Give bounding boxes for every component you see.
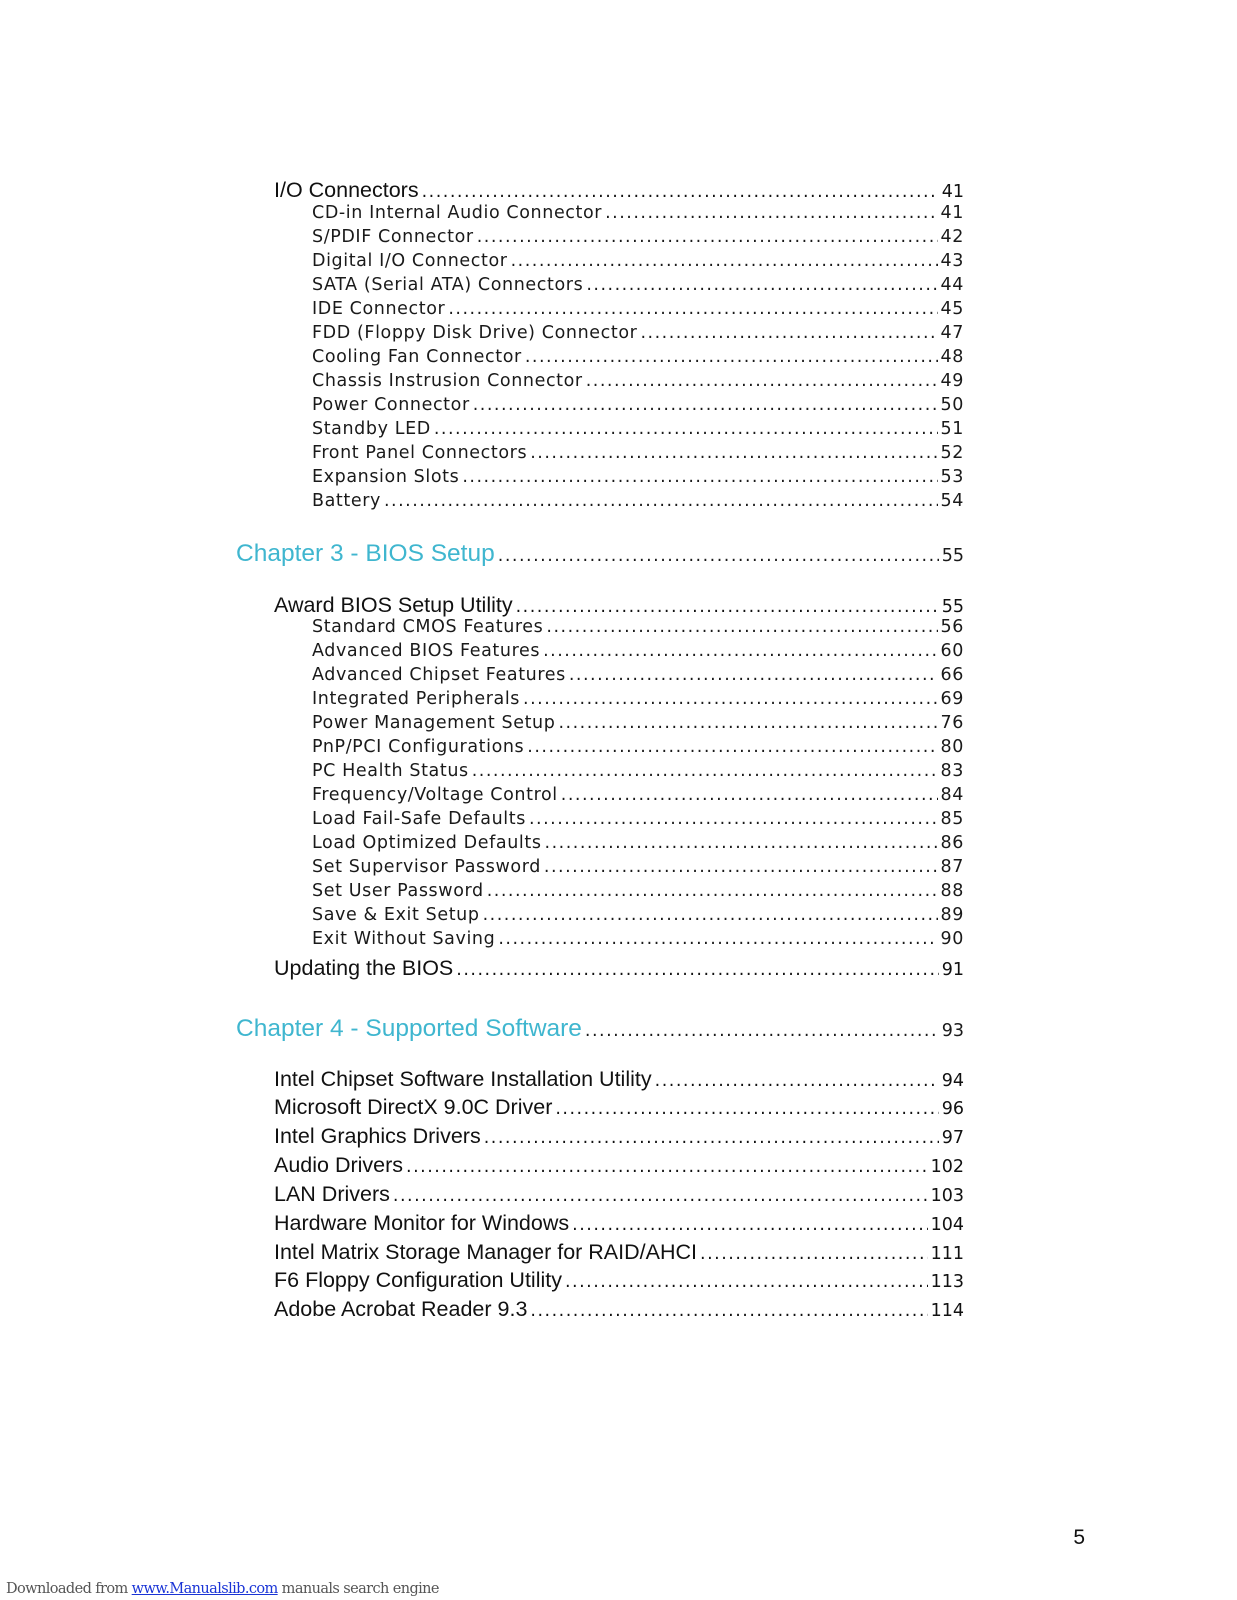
dot-leader: [434, 419, 938, 439]
toc-entry-page: 96: [941, 1099, 964, 1119]
footer-prefix: Downloaded from: [6, 1581, 132, 1597]
dot-leader: [472, 761, 938, 781]
toc-entry-sub[interactable]: [312, 203, 964, 223]
toc-entry-page: 69: [940, 689, 964, 709]
dot-leader: [406, 1157, 928, 1177]
toc-entry-title: LAN Drivers: [274, 1182, 390, 1206]
dot-leader: [561, 785, 938, 805]
toc-entry-title: Intel Matrix Storage Manager for RAID/AHCI: [274, 1240, 697, 1264]
dot-leader: [545, 833, 938, 853]
toc-entry-sub[interactable]: [312, 275, 964, 295]
dot-leader: [544, 857, 938, 877]
toc-entry-sec[interactable]: [274, 1297, 964, 1322]
toc-entry-page: 55: [941, 597, 964, 617]
toc-entry-sub[interactable]: [312, 929, 964, 949]
toc-entry-sub[interactable]: [312, 809, 964, 829]
toc-entry-sec[interactable]: [274, 1182, 964, 1207]
toc-entry-title: Intel Graphics Drivers: [274, 1124, 481, 1148]
toc-entry-title: Advanced Chipset Features: [312, 665, 566, 685]
toc-entry-page: 89: [940, 905, 964, 925]
toc-entry-sub[interactable]: [312, 323, 964, 343]
toc-entry-sub[interactable]: [312, 881, 964, 901]
dot-leader: [484, 1128, 939, 1148]
dot-leader: [655, 1071, 939, 1091]
dot-leader: [586, 275, 937, 295]
toc-entry-page: 114: [930, 1301, 964, 1321]
dot-leader: [569, 665, 938, 685]
toc-entry-title: Chapter 3 - BIOS Setup: [236, 540, 495, 567]
dot-leader: [462, 467, 937, 487]
dot-leader: [530, 1301, 927, 1321]
dot-leader: [530, 443, 937, 463]
toc-entry-title: Standard CMOS Features: [312, 617, 544, 637]
dot-leader: [527, 737, 937, 757]
toc-entry-page: 43: [940, 251, 964, 271]
toc-entry-page: 60: [940, 641, 964, 661]
toc-entry-sub[interactable]: [312, 737, 964, 757]
toc-entry-page: 97: [941, 1128, 964, 1148]
dot-leader: [523, 689, 938, 709]
toc-entry-page: 111: [930, 1244, 964, 1264]
toc-entry-sub[interactable]: [312, 857, 964, 877]
toc-entry-title: IDE Connector: [312, 299, 446, 319]
toc-entry-sub[interactable]: [312, 227, 964, 247]
toc-entry-page: 90: [940, 929, 964, 949]
toc-entry-title: Advanced BIOS Features: [312, 641, 541, 661]
toc-entry-sub[interactable]: [312, 761, 964, 781]
toc-entry-page: 41: [941, 182, 964, 202]
toc-entry-sec[interactable]: [274, 1153, 964, 1178]
toc-entry-page: 51: [940, 419, 964, 439]
toc-entry-title: Power Connector: [312, 395, 470, 415]
toc-entry-title: Microsoft DirectX 9.0C Driver: [274, 1095, 553, 1119]
toc-entry-page: 44: [940, 275, 964, 295]
toc-entry-title: Set User Password: [312, 881, 484, 901]
dot-leader: [498, 546, 939, 566]
toc-entry-title: PnP/PCI Configurations: [312, 737, 525, 757]
toc-entry-page: 76: [940, 713, 964, 733]
toc-entry-title: Hardware Monitor for Windows: [274, 1211, 570, 1235]
toc-entry-sec[interactable]: [274, 1240, 964, 1265]
toc-entry-title: Exit Without Saving: [312, 929, 496, 949]
toc-entry-title: Load Optimized Defaults: [312, 833, 542, 853]
toc-entry-title: Digital I/O Connector: [312, 251, 508, 271]
toc-entry-page: 80: [940, 737, 964, 757]
toc-entry-page: 91: [941, 960, 964, 980]
dot-leader: [498, 929, 937, 949]
toc-entry-page: 104: [930, 1215, 964, 1235]
dot-leader: [384, 491, 938, 511]
toc-entry-sub[interactable]: [312, 347, 964, 367]
toc-entry-title: Frequency/Voltage Control: [312, 785, 558, 805]
toc-entry-page: 103: [930, 1186, 964, 1206]
toc-entry-sec[interactable]: [274, 1095, 964, 1120]
toc-entry-sec[interactable]: [274, 1211, 964, 1236]
toc-entry-sub[interactable]: [312, 371, 964, 391]
toc-entry-page: 87: [940, 857, 964, 877]
dot-leader: [586, 371, 938, 391]
toc-entry-page: 102: [930, 1157, 964, 1177]
toc-entry-title: Chassis Instrusion Connector: [312, 371, 583, 391]
page-number: 5: [1073, 1526, 1085, 1549]
toc-entry-sub[interactable]: [312, 833, 964, 853]
toc-entry-title: Intel Chipset Software Installation Utility: [274, 1067, 652, 1091]
toc-entry-page: 41: [940, 203, 964, 223]
toc-entry-sub[interactable]: [312, 299, 964, 319]
toc-entry-sub[interactable]: [312, 491, 964, 511]
dot-leader: [483, 905, 938, 925]
toc-entry-sub[interactable]: [312, 467, 964, 487]
toc-entry-page: 42: [940, 227, 964, 247]
toc-entry-title: Audio Drivers: [274, 1153, 404, 1177]
toc-entry-chap[interactable]: [236, 1015, 964, 1043]
toc-entry-title: Award BIOS Setup Utility: [274, 593, 513, 617]
dot-leader: [393, 1186, 928, 1206]
dot-leader: [473, 395, 938, 415]
toc-entry-title: I/O Connectors: [274, 178, 419, 202]
toc-entry-sec[interactable]: [274, 1124, 964, 1149]
dot-leader: [448, 299, 937, 319]
toc-entry-sec[interactable]: [274, 1268, 964, 1293]
toc-entry-title: Power Management Setup: [312, 713, 556, 733]
toc-entry-page: 85: [940, 809, 964, 829]
toc-entry-page: 48: [940, 347, 964, 367]
toc-entry-sub[interactable]: [312, 251, 964, 271]
toc-entry-chap[interactable]: [236, 540, 964, 568]
toc-entry-title: F6 Floppy Configuration Utility: [274, 1268, 562, 1292]
toc-entry-page: 88: [940, 881, 964, 901]
toc-entry-page: 52: [940, 443, 964, 463]
toc-entry-sec[interactable]: [274, 593, 964, 618]
toc-entry-sub[interactable]: [312, 785, 964, 805]
toc-entry-page: 86: [940, 833, 964, 853]
toc-entry-sub[interactable]: [312, 713, 964, 733]
dot-leader: [555, 1099, 938, 1119]
dot-leader: [516, 597, 939, 617]
toc-entry-title: Load Fail-Safe Defaults: [312, 809, 526, 829]
toc-entry-sub[interactable]: [312, 665, 964, 685]
toc-entry-title: Updating the BIOS: [274, 956, 454, 980]
toc-entry-page: 50: [940, 395, 964, 415]
toc-entry-sub[interactable]: [312, 419, 964, 439]
toc-entry-title: CD-in Internal Audio Connector: [312, 203, 603, 223]
toc-entry-title: Cooling Fan Connector: [312, 347, 522, 367]
toc-entry-sec[interactable]: [274, 178, 964, 203]
toc-entry-title: FDD (Floppy Disk Drive) Connector: [312, 323, 638, 343]
toc-entry-title: Battery: [312, 491, 381, 511]
dot-leader: [529, 809, 938, 829]
toc-entry-title: Standby LED: [312, 419, 431, 439]
toc-entry-page: 55: [941, 546, 964, 566]
toc-entry-page: 84: [940, 785, 964, 805]
dot-leader: [487, 881, 938, 901]
toc-entry-sec[interactable]: [274, 1067, 964, 1092]
dot-leader: [546, 617, 937, 637]
toc-entry-sec[interactable]: [274, 956, 964, 981]
dot-leader: [543, 641, 937, 661]
toc-entry-sub[interactable]: [312, 617, 964, 637]
dot-leader: [456, 960, 938, 980]
toc-entry-sub[interactable]: [312, 689, 964, 709]
toc-entry-sub[interactable]: [312, 443, 964, 463]
toc-entry-page: 53: [940, 467, 964, 487]
dot-leader: [565, 1272, 928, 1292]
toc-entry-page: 94: [941, 1071, 964, 1091]
toc-entry-page: 45: [940, 299, 964, 319]
toc-entry-title: S/PDIF Connector: [312, 227, 474, 247]
dot-leader: [585, 1021, 939, 1041]
download-footer: [6, 1581, 439, 1597]
toc-entry-page: 113: [930, 1272, 964, 1292]
toc-entry-title: PC Health Status: [312, 761, 469, 781]
toc-entry-page: 66: [940, 665, 964, 685]
toc-entry-title: Expansion Slots: [312, 467, 460, 487]
dot-leader: [558, 713, 937, 733]
dot-leader: [605, 203, 937, 223]
toc-entry-sub[interactable]: [312, 641, 964, 661]
dot-leader: [477, 227, 938, 247]
dot-leader: [422, 182, 939, 202]
toc-entry-page: 93: [941, 1021, 964, 1041]
footer-suffix: manuals search engine: [277, 1581, 439, 1597]
toc-entry-page: 54: [940, 491, 964, 511]
toc-entry-title: Chapter 4 - Supported Software: [236, 1015, 582, 1042]
toc-entry-title: Integrated Peripherals: [312, 689, 521, 709]
dot-leader: [640, 323, 937, 343]
toc-entry-title: Set Supervisor Password: [312, 857, 541, 877]
dot-leader: [511, 251, 938, 271]
toc-entry-page: 49: [940, 371, 964, 391]
toc-entry-sub[interactable]: [312, 905, 964, 925]
toc-entry-page: 83: [940, 761, 964, 781]
toc-entry-title: Save & Exit Setup: [312, 905, 480, 925]
dot-leader: [572, 1215, 927, 1235]
toc-entry-title: Adobe Acrobat Reader 9.3: [274, 1297, 528, 1321]
dot-leader: [700, 1244, 928, 1264]
manualslib-link[interactable]: www.Manualslib.com: [131, 1581, 278, 1597]
toc-entry-sub[interactable]: [312, 395, 964, 415]
dot-leader: [525, 347, 938, 367]
toc-entry-title: SATA (Serial ATA) Connectors: [312, 275, 584, 295]
toc-entry-title: Front Panel Connectors: [312, 443, 528, 463]
toc-entry-page: 47: [940, 323, 964, 343]
toc-entry-page: 56: [940, 617, 964, 637]
